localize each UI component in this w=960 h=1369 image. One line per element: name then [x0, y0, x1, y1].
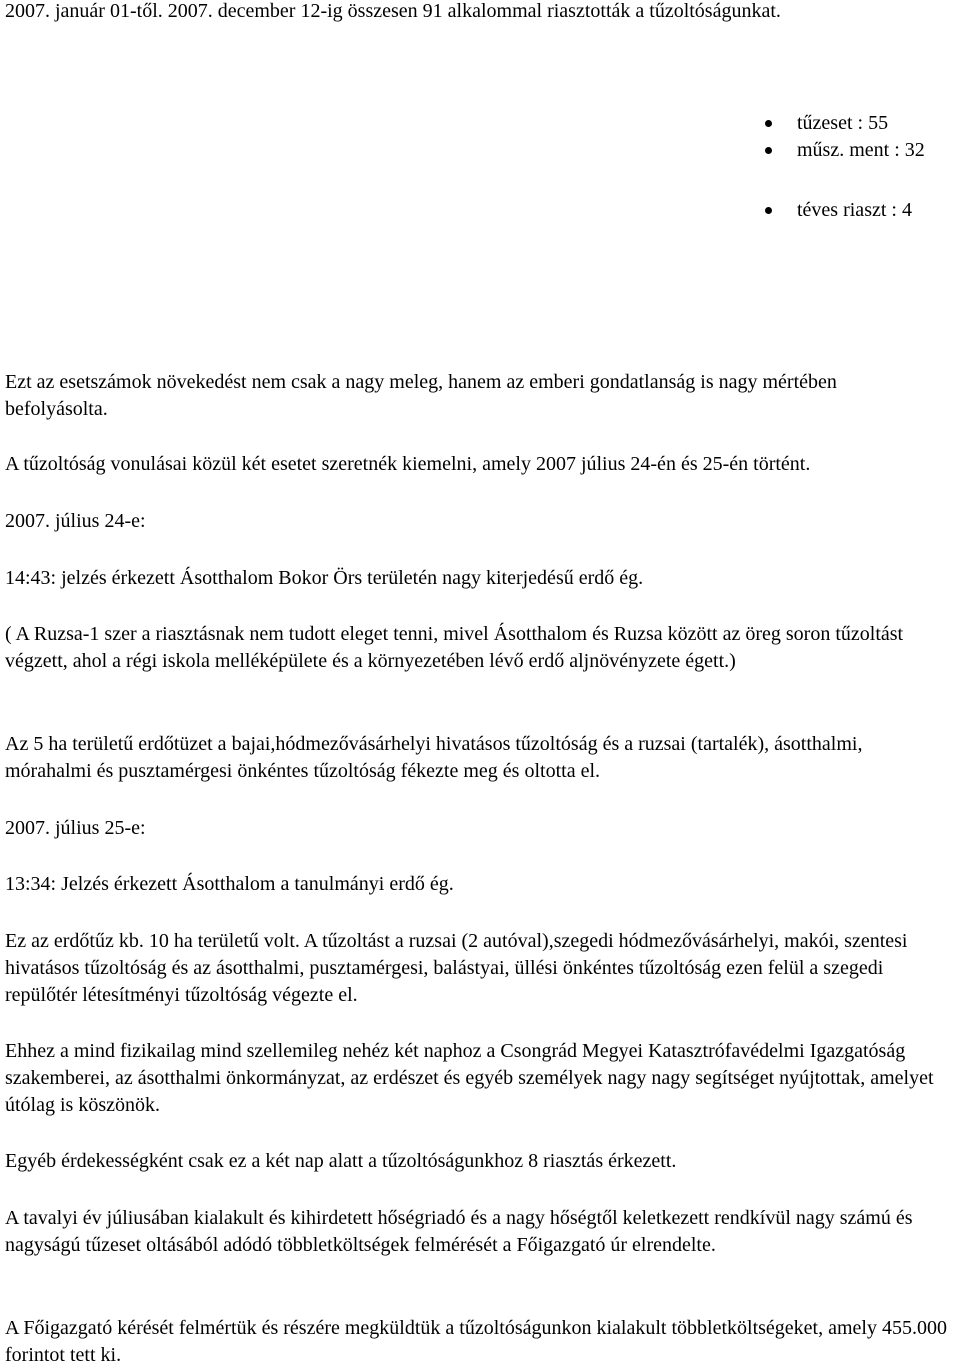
- bullet-icon: [765, 147, 772, 154]
- paragraph: Ehhez a mind fizikailag mind szellemileg nehéz két naphoz a Csongrád Megyei Katasztrófavédelmi Igazgatóság szakemberei, az ásotthalmi önkormányzat, az erdészet és egyéb személyek nagy nagy segítséget nyújtottak, amelyet útólag is köszönök.: [5, 1040, 934, 1116]
- paragraph: 13:34: Jelzés érkezett Ásotthalom a tanulmányi erdő ég.: [5, 873, 454, 895]
- date-heading: 2007. július 24-e:: [5, 510, 146, 532]
- paragraph: Az 5 ha területű erdőtüzet a bajai,hódmezővásárhelyi hivatásos tűzoltóság és a ruzsai (tartalék), ásotthalmi, mórahalmi és pusztamérgesi önkéntes tűzoltóság fékezte meg és oltotta el.: [5, 733, 863, 782]
- stat-technical-rescue: műsz. ment : 32: [797, 139, 925, 161]
- list-item: [765, 197, 925, 224]
- stat-fire: tűzeset : 55: [797, 112, 889, 134]
- paragraph: Ezt az esetszámok növekedést nem csak a nagy meleg, hanem az emberi gondatlanság is nagy mértében befolyásolta.: [5, 371, 837, 420]
- stat-false-alarm: téves riaszt : 4: [797, 199, 912, 221]
- paragraph: 14:43: jelzés érkezett Ásotthalom Bokor Örs területén nagy kiterjedésű erdő ég.: [5, 567, 644, 589]
- stats-list: [765, 110, 925, 224]
- paragraph: A tavalyi év júliusában kialakult és kihirdetett hőségriadó és a nagy hőségtől keletkezett rendkívül nagy számú és nagyságú tűzeset oltásából adódó többletköltségek felmérését a Főigazgató úr elrendelte.: [5, 1207, 913, 1256]
- list-item: [765, 110, 925, 137]
- bullet-icon: [765, 120, 772, 127]
- bullet-icon: [765, 207, 772, 214]
- paragraph: ( A Ruzsa-1 szer a riasztásnak nem tudott eleget tenni, mivel Ásotthalom és Ruzsa között az öreg soron tűzoltást végzett, ahol a régi iskola melléképülete és a környezetében lévő erdő aljnövényzete égett.): [5, 623, 904, 672]
- intro-paragraph: 2007. január 01-től. 2007. december 12-ig összesen 91 alkalommal riasztották a tűzoltóságunkat.: [5, 0, 781, 22]
- paragraph: A Főigazgató kérését felmértük és részére megküldtük a tűzoltóságunkon kialakult többletköltségeket, amely 455.000 forintot tett ki.: [5, 1317, 947, 1366]
- paragraph: A tűzoltóság vonulásai közül két esetet szeretnék kiemelni, amely 2007 július 24-én és 25-én történt.: [5, 453, 811, 475]
- list-item: [765, 137, 925, 164]
- paragraph: Egyéb érdekességként csak ez a két nap alatt a tűzoltóságunkhoz 8 riasztás érkezett.: [5, 1150, 677, 1172]
- paragraph: Ez az erdőtűz kb. 10 ha területű volt. A tűzoltást a ruzsai (2 autóval),szegedi hódmezővásárhelyi, makói, szentesi hivatásos tűzoltóság és az ásotthalmi, pusztamérgesi, balástyai, üllési önkéntes tűzoltóság ezen felül a szegedi repülőtér létesítményi tűzoltóság végezte el.: [5, 930, 908, 1006]
- date-heading: 2007. július 25-e:: [5, 817, 146, 839]
